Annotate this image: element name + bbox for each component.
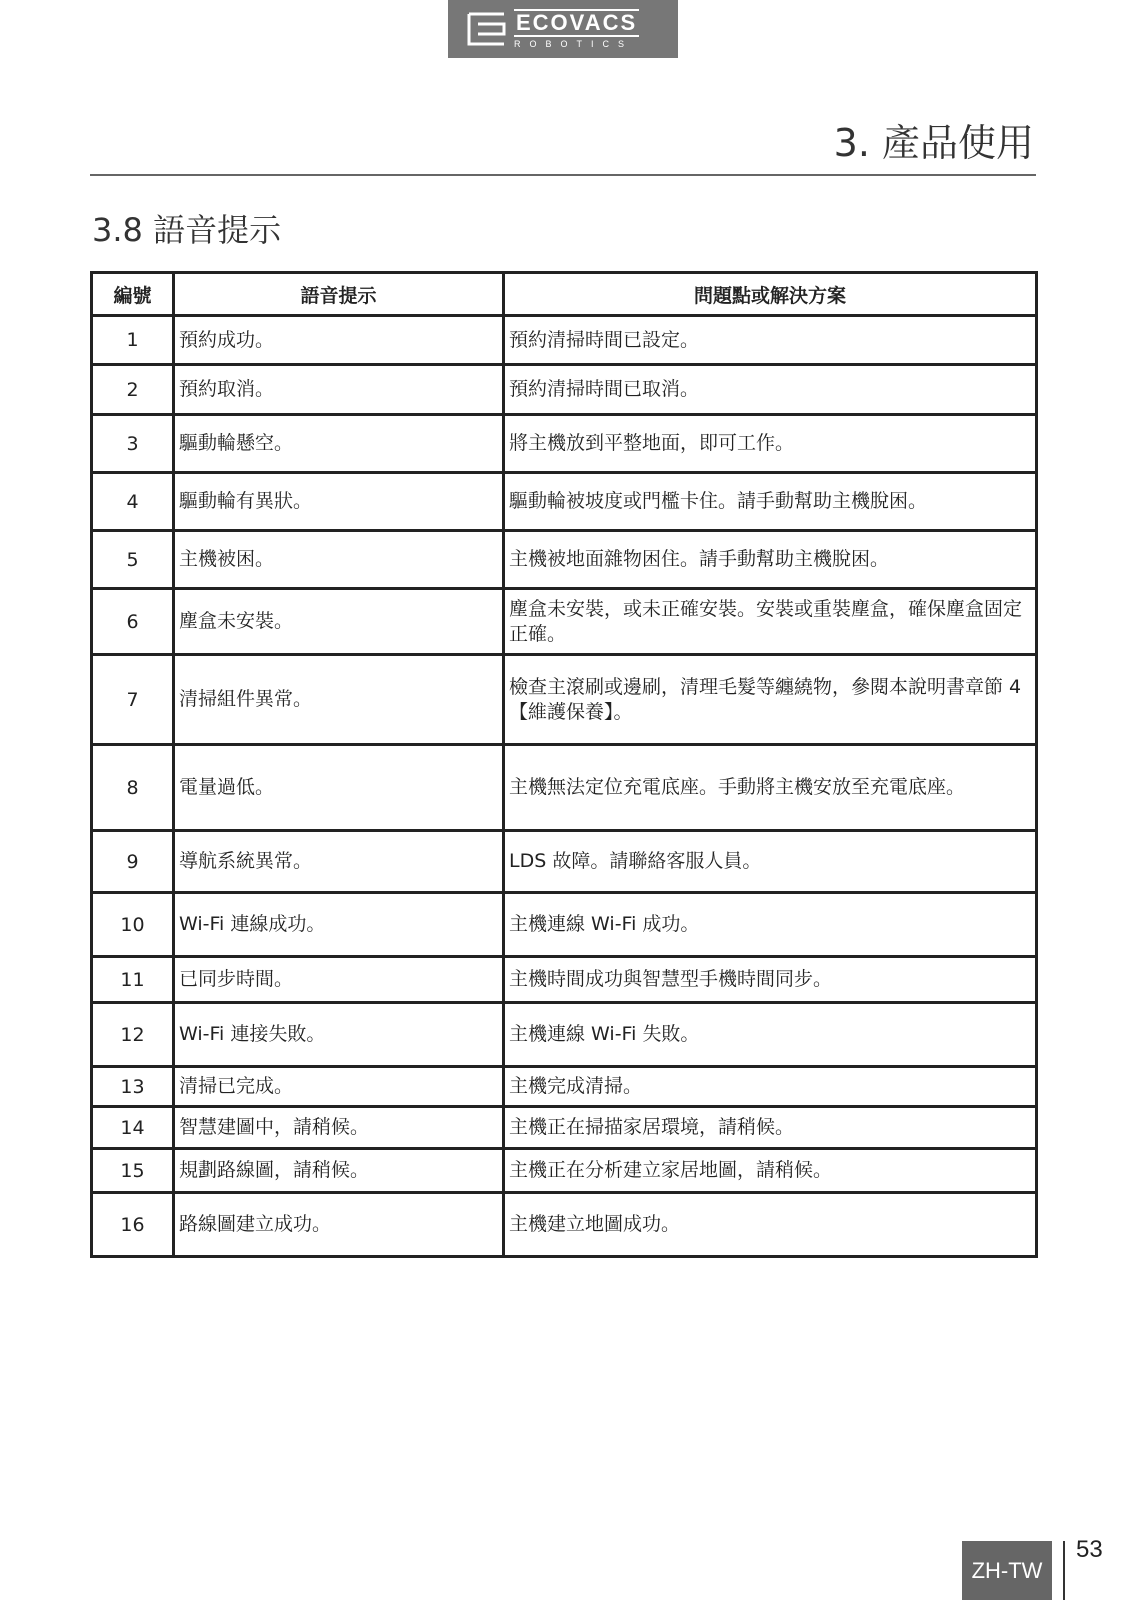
row-number: 6 bbox=[92, 589, 174, 655]
row-voice-prompt: 路線圖建立成功。 bbox=[174, 1193, 504, 1257]
row-number: 5 bbox=[92, 531, 174, 589]
row-solution: LDS 故障。請聯絡客服人員。 bbox=[504, 831, 1037, 893]
row-voice-prompt: 清掃組件異常。 bbox=[174, 655, 504, 745]
language-badge: ZH-TW bbox=[962, 1541, 1052, 1600]
row-number: 9 bbox=[92, 831, 174, 893]
row-number: 8 bbox=[92, 745, 174, 831]
header-divider bbox=[90, 174, 1036, 176]
row-voice-prompt: Wi-Fi 連接失敗。 bbox=[174, 1003, 504, 1067]
logo-wordmark: ECOVACS bbox=[516, 9, 638, 35]
table-row bbox=[92, 893, 1037, 957]
row-solution: 主機連線 Wi-Fi 成功。 bbox=[504, 893, 1037, 957]
page-number: 53 bbox=[1076, 1536, 1103, 1563]
row-number: 7 bbox=[92, 655, 174, 745]
row-voice-prompt: 塵盒未安裝。 bbox=[174, 589, 504, 655]
row-voice-prompt: 導航系統異常。 bbox=[174, 831, 504, 893]
footer-divider bbox=[1063, 1541, 1065, 1600]
row-voice-prompt: 主機被困。 bbox=[174, 531, 504, 589]
row-number: 14 bbox=[92, 1107, 174, 1149]
row-solution: 主機被地面雜物困住。請手動幫助主機脫困。 bbox=[504, 531, 1037, 589]
row-number: 3 bbox=[92, 415, 174, 473]
row-voice-prompt: 驅動輪懸空。 bbox=[174, 415, 504, 473]
voice-prompt-table bbox=[90, 271, 1038, 1258]
row-solution: 預約清掃時間已取消。 bbox=[504, 365, 1037, 415]
table-row bbox=[92, 415, 1037, 473]
header-solution: 問題點或解決方案 bbox=[504, 273, 1037, 316]
row-voice-prompt: 預約取消。 bbox=[174, 365, 504, 415]
table-row bbox=[92, 473, 1037, 531]
row-solution: 驅動輪被坡度或門檻卡住。請手動幫助主機脫困。 bbox=[504, 473, 1037, 531]
ecovacs-logo-icon bbox=[466, 10, 508, 48]
logo-subtitle: ROBOTICS bbox=[514, 38, 634, 49]
brand-logo bbox=[448, 0, 678, 58]
row-solution: 主機連線 Wi-Fi 失敗。 bbox=[504, 1003, 1037, 1067]
row-number: 11 bbox=[92, 957, 174, 1003]
row-number: 2 bbox=[92, 365, 174, 415]
row-solution: 主機正在掃描家居環境，請稍候。 bbox=[504, 1107, 1037, 1149]
row-number: 15 bbox=[92, 1149, 174, 1193]
row-number: 13 bbox=[92, 1067, 174, 1107]
table-row bbox=[92, 316, 1037, 365]
row-number: 16 bbox=[92, 1193, 174, 1257]
row-voice-prompt: 智慧建圖中，請稍候。 bbox=[174, 1107, 504, 1149]
table-row bbox=[92, 1067, 1037, 1107]
row-solution: 將主機放到平整地面，即可工作。 bbox=[504, 415, 1037, 473]
row-number: 1 bbox=[92, 316, 174, 365]
row-solution: 主機完成清掃。 bbox=[504, 1067, 1037, 1107]
row-number: 12 bbox=[92, 1003, 174, 1067]
row-solution: 主機建立地圖成功。 bbox=[504, 1193, 1037, 1257]
row-voice-prompt: 電量過低。 bbox=[174, 745, 504, 831]
table-row bbox=[92, 365, 1037, 415]
row-solution: 主機時間成功與智慧型手機時間同步。 bbox=[504, 957, 1037, 1003]
table-row bbox=[92, 531, 1037, 589]
table-row bbox=[92, 589, 1037, 655]
row-solution: 檢查主滾刷或邊刷，清理毛髮等纏繞物，參閱本說明書章節 4【維護保養】。 bbox=[504, 655, 1037, 745]
header-voice-prompt: 語音提示 bbox=[174, 273, 504, 316]
table-header-row bbox=[92, 273, 1037, 316]
chapter-title: 3. 產品使用 bbox=[833, 121, 1034, 165]
section-title: 3.8 語音提示 bbox=[92, 211, 282, 249]
table-row bbox=[92, 1193, 1037, 1257]
table-row bbox=[92, 1003, 1037, 1067]
row-solution: 預約清掃時間已設定。 bbox=[504, 316, 1037, 365]
header-number: 編號 bbox=[92, 273, 174, 316]
row-voice-prompt: Wi-Fi 連線成功。 bbox=[174, 893, 504, 957]
table-row bbox=[92, 957, 1037, 1003]
row-solution: 塵盒未安裝，或未正確安裝。安裝或重裝塵盒，確保塵盒固定正確。 bbox=[504, 589, 1037, 655]
row-voice-prompt: 清掃已完成。 bbox=[174, 1067, 504, 1107]
row-number: 10 bbox=[92, 893, 174, 957]
row-voice-prompt: 預約成功。 bbox=[174, 316, 504, 365]
row-voice-prompt: 驅動輪有異狀。 bbox=[174, 473, 504, 531]
table-row bbox=[92, 1107, 1037, 1149]
row-voice-prompt: 規劃路線圖，請稍候。 bbox=[174, 1149, 504, 1193]
row-number: 4 bbox=[92, 473, 174, 531]
row-solution: 主機無法定位充電底座。手動將主機安放至充電底座。 bbox=[504, 745, 1037, 831]
table-row bbox=[92, 655, 1037, 745]
table-row bbox=[92, 1149, 1037, 1193]
table-row bbox=[92, 745, 1037, 831]
table-row bbox=[92, 831, 1037, 893]
row-solution: 主機正在分析建立家居地圖，請稍候。 bbox=[504, 1149, 1037, 1193]
row-voice-prompt: 已同步時間。 bbox=[174, 957, 504, 1003]
